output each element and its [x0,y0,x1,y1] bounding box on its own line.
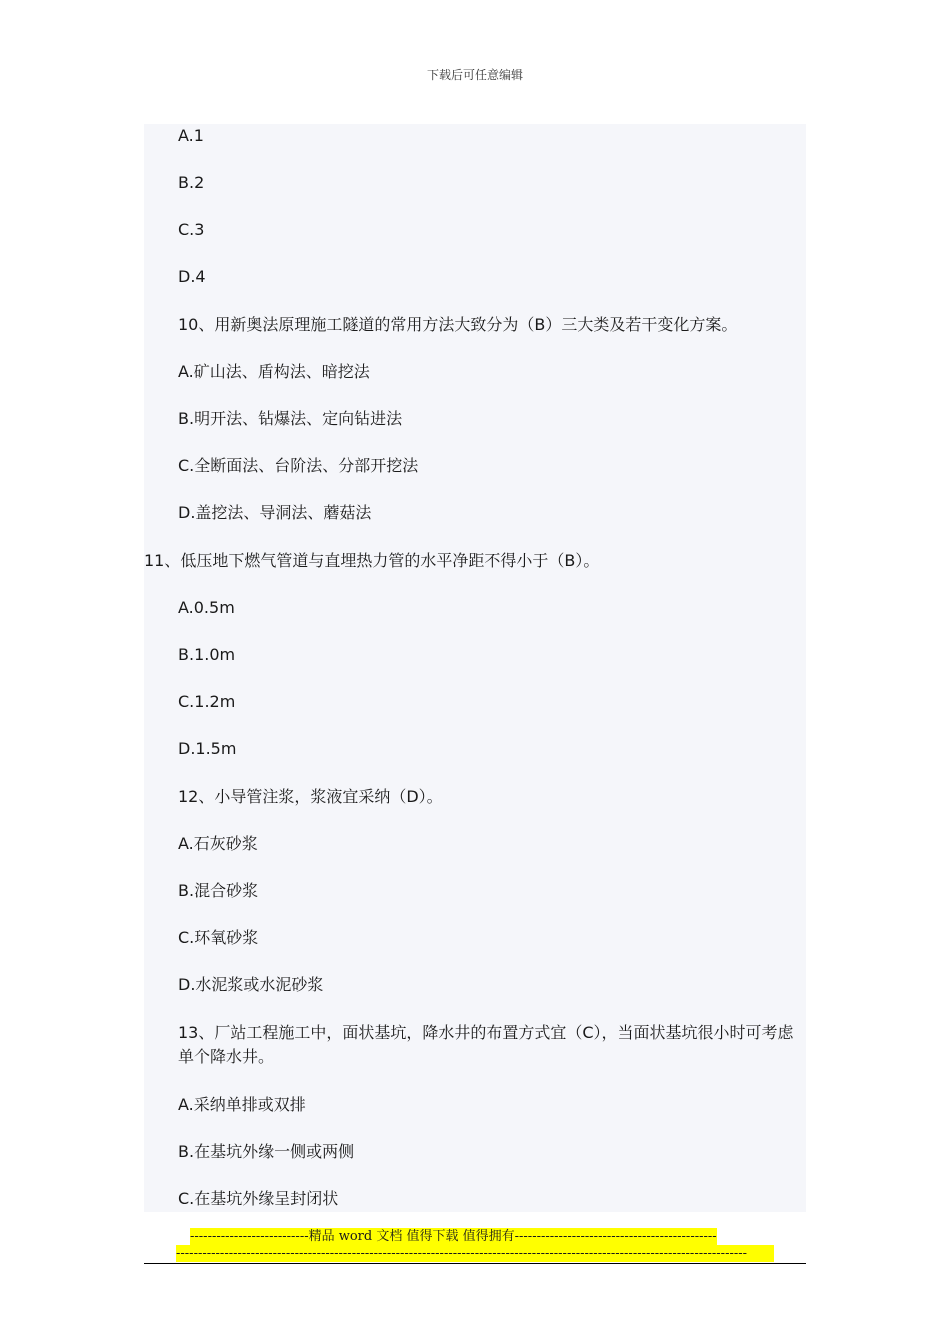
option-a: A.1 [178,126,204,145]
footer-banner: ---------------------------精品 word 文档 值得下载 值得拥有---------------------------------------------- [190,1229,717,1244]
option-a: A.采纳单排或双排 [178,1095,306,1114]
option-c: C.在基坑外缘呈封闭状 [178,1189,339,1208]
option-b: B.2 [178,173,205,192]
question-10: 10、用新奥法原理施工隧道的常用方法大致分为（B）三大类及若干变化方案。 [178,315,738,334]
option-d: D.1.5m [178,739,237,758]
option-b: B.1.0m [178,645,236,664]
document-body [144,124,806,1212]
option-c: C.3 [178,220,205,239]
question-13-text: 13、厂站工程施工中，面状基坑，降水井的布置方式宜（C），当面状基坑很小时可考虑单个降水井。 [178,1023,794,1066]
page-header: 下载后可任意编辑 [426,68,523,82]
option-c: C.1.2m [178,692,236,711]
footer-dashes: ---------------------------------------------------------------------------------------------------------------------------------- [176,1245,774,1262]
option-b: B.在基坑外缘一侧或两侧 [178,1142,355,1161]
option-d: D.盖挖法、导洞法、蘑菇法 [178,503,372,522]
question-12: 12、小导管注浆，浆液宜采纳（D）。 [178,787,443,806]
question-13 [144,1021,806,1069]
question-11: 11、低压地下燃气管道与直埋热力管的水平净距不得小于（B）。 [144,551,600,570]
option-a: A.石灰砂浆 [178,834,258,853]
option-c: C.环氧砂浆 [178,928,259,947]
option-d: D.水泥浆或水泥砂浆 [178,975,324,994]
option-b: B.明开法、钻爆法、定向钻进法 [178,409,403,428]
option-c: C.全断面法、台阶法、分部开挖法 [178,456,419,475]
option-d: D.4 [178,267,206,286]
option-a: A.0.5m [178,598,235,617]
footer-divider [144,1263,806,1264]
option-a: A.矿山法、盾构法、暗挖法 [178,362,370,381]
option-b: B.混合砂浆 [178,881,259,900]
